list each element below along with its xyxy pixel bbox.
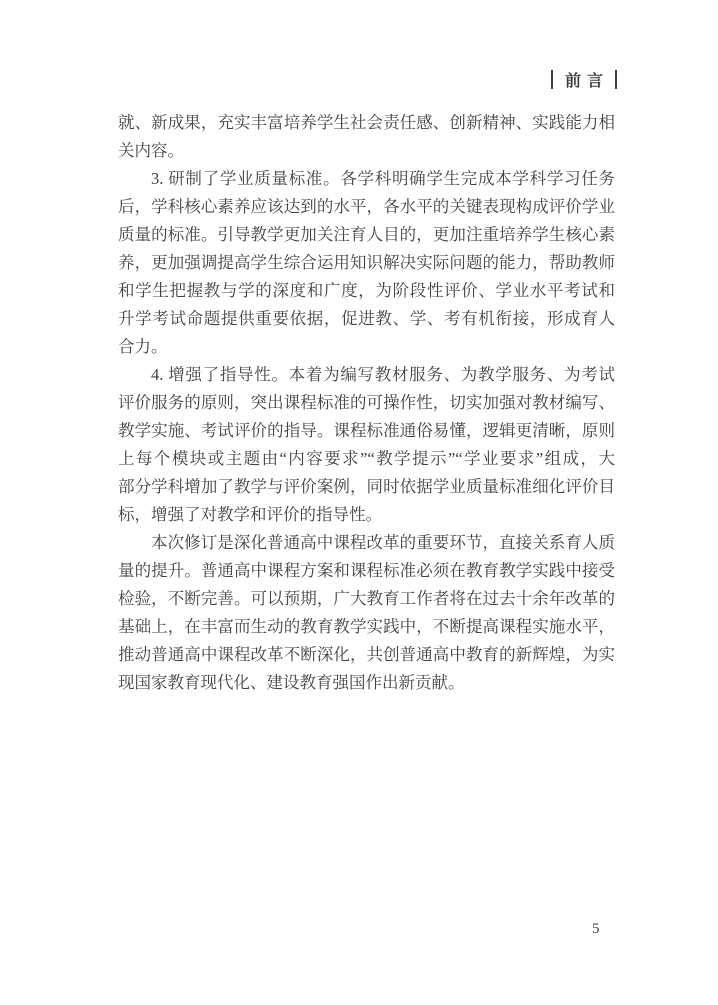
text-line: 3. 研制了学业质量标准。各学科明确学生完成本学科学习任务 bbox=[151, 169, 615, 188]
text-line: 4. 增强了指导性。本着为编写教材服务、为教学服务、为考试 bbox=[151, 365, 615, 384]
text-line: 养，更加强调提高学生综合运用知识解决实际问题的能力，帮助教师 bbox=[118, 253, 615, 272]
text-line: 标，增强了对教学和评价的指导性。 bbox=[118, 505, 382, 524]
text-line: 升学考试命题提供重要依据，促进教、学、考有机衔接，形成育人 bbox=[118, 309, 615, 328]
text-line: 合力。 bbox=[118, 337, 168, 356]
body-text bbox=[118, 109, 615, 697]
text-line: 就、新成果，充实丰富培养学生社会责任感、创新精神、实践能力相 bbox=[118, 113, 615, 132]
text-line: 和学生把握教与学的深度和广度，为阶段性评价、学业水平考试和 bbox=[118, 281, 615, 300]
text-line: 关内容。 bbox=[118, 141, 184, 160]
text-line: 推动普通高中课程改革不断深化，共创普通高中教育的新辉煌，为实 bbox=[118, 645, 615, 664]
text-line: 后，学科核心素养应该达到的水平，各水平的关键表现构成评价学业 bbox=[118, 197, 615, 216]
text-line: 部分学科增加了教学与评价案例，同时依据学业质量标准细化评价目 bbox=[118, 477, 615, 496]
running-header bbox=[551, 68, 617, 91]
text-line: 评价服务的原则，突出课程标准的可操作性，切实加强对教材编写、 bbox=[118, 393, 615, 412]
text-line: 质量的标准。引导教学更加关注育人目的，更加注重培养学生核心素 bbox=[118, 225, 615, 244]
page-number: 5 bbox=[592, 921, 600, 937]
text-line: 上每个模块或主题由“内容要求”“教学提示”“学业要求”组成，大 bbox=[118, 449, 615, 468]
text-line: 教学实施、考试评价的指导。课程标准通俗易懂，逻辑更清晰，原则 bbox=[118, 421, 615, 440]
text-line: 量的提升。普通高中课程方案和课程标准必须在教育教学实践中接受 bbox=[118, 561, 615, 580]
text-line: 本次修订是深化普通高中课程改革的重要环节，直接关系育人质 bbox=[151, 533, 615, 552]
text-line: 检验，不断完善。可以预期，广大教育工作者将在过去十余年改革的 bbox=[118, 589, 615, 608]
text-line: 现国家教育现代化、建设教育强国作出新贡献。 bbox=[118, 673, 465, 692]
header-divider-left bbox=[551, 70, 553, 89]
text-line: 基础上，在丰富而生动的教育教学实践中，不断提高课程实施水平， bbox=[118, 617, 615, 636]
page-title: 前言 bbox=[564, 73, 609, 90]
header-divider-right bbox=[615, 70, 617, 89]
